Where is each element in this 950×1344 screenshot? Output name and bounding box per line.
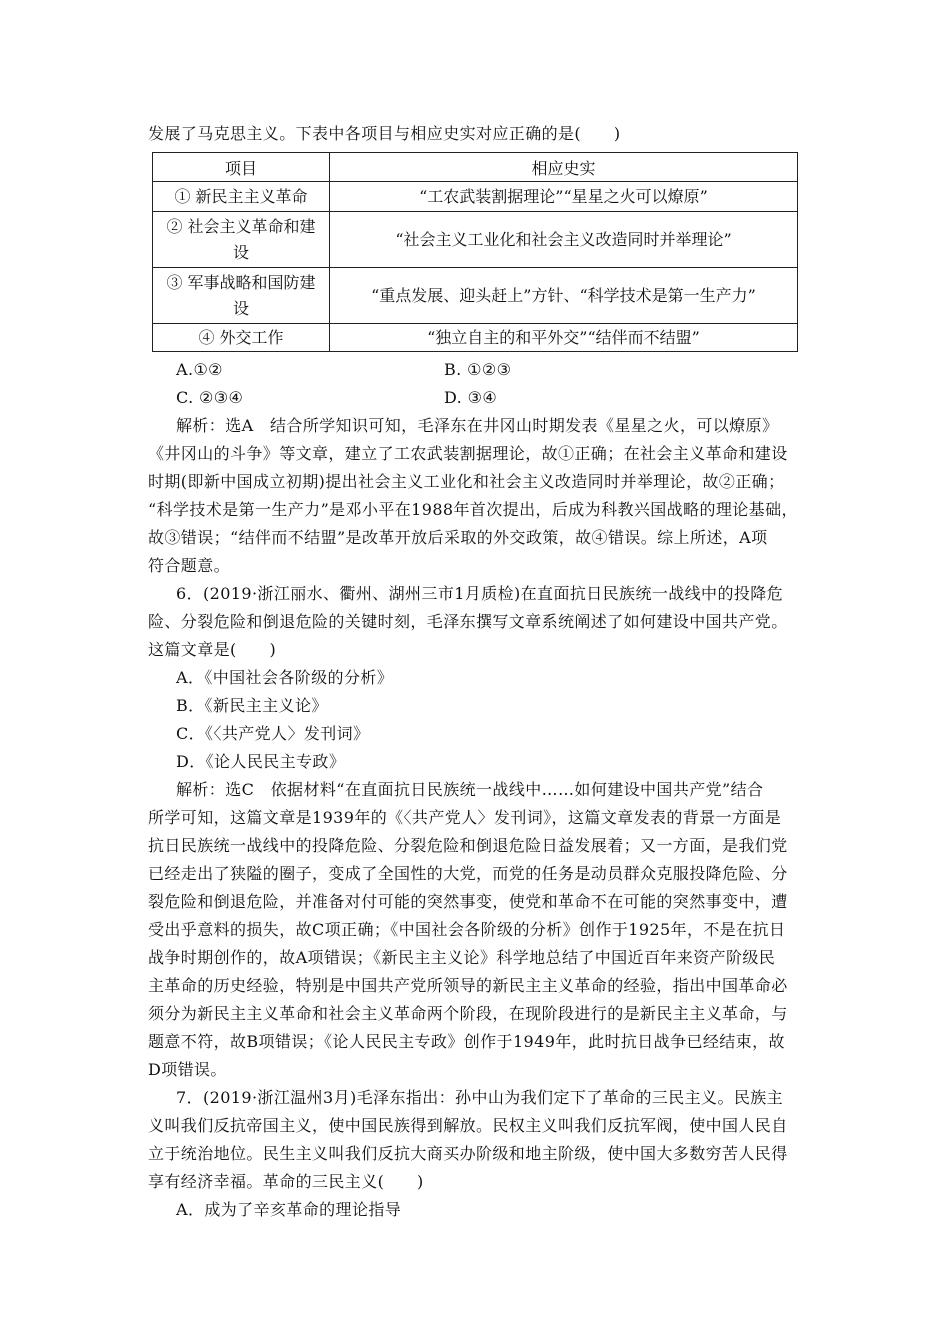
- q6-analysis-line: 裂危险和倒退危险，并准备对付可能的突然事变，使党和革命不在可能的突然事变中，遭: [148, 892, 788, 911]
- history-table: [152, 152, 798, 352]
- q6-analysis-line: 战争时期创作的，故A项错误；《新民主主义论》科学地总结了中国近百年来资产阶级民: [148, 948, 776, 967]
- q7-stem-line: 享有经济幸福。革命的三民主义( ): [148, 1172, 424, 1191]
- table-cell-item: ④ 外交工作: [153, 324, 330, 352]
- q6-analysis-line: 解析：选C 依据材料“在直面抗日民族统一战线中……如何建设中国共产党”结合: [176, 780, 764, 799]
- table-row: [153, 268, 798, 324]
- q6-option-d: D．《论人民民主专政》: [176, 752, 346, 771]
- q6-stem-line: 险、分裂危险和倒退危险的关键时刻，毛泽东撰写文章系统阐述了如何建设中国共产党。: [148, 612, 788, 631]
- table-row: [153, 182, 798, 212]
- q6-analysis-line: 所学可知，这篇文章是1939年的《〈共产党人〉发刊词》，这篇文章发表的背景一方面是: [148, 808, 782, 827]
- q6-analysis-line: D项错误。: [148, 1060, 227, 1079]
- table-cell-fact: “重点发展、迎头赶上”方针、“科学技术是第一生产力”: [330, 268, 798, 324]
- q7-option-a: A．成为了辛亥革命的理论指导: [176, 1200, 402, 1219]
- q6-option-c: C．《〈共产党人〉发刊词》: [176, 724, 370, 743]
- q5-option-d: D. ③④: [444, 388, 498, 407]
- table-cell-item: ① 新民主主义革命: [153, 182, 330, 212]
- q6-analysis-line: 题意不符，故B项错误；《论人民民主专政》创作于1949年，此时抗日战争已经结束，故: [148, 1032, 785, 1051]
- q7-stem-line: 立于统治地位。民生主义叫我们反抗大商买办阶级和地主阶级，使中国大多数穷苦人民得: [148, 1144, 788, 1163]
- q6-option-b: B．《新民主主义论》: [176, 696, 328, 715]
- q5-analysis-line: 解析：选A 结合所学知识可知，毛泽东在井冈山时期发表《星星之火，可以燎原》: [176, 416, 779, 435]
- table-cell-item: ③ 军事战略和国防建设: [153, 268, 330, 324]
- q5-option-a: A.①②: [176, 360, 223, 379]
- q5-analysis-line: 《井冈山的斗争》等文章，建立了工农武装割据理论，故①正确；在社会主义革命和建设: [148, 444, 788, 463]
- q6-analysis-line: 抗日民族统一战线中的投降危险、分裂危险和倒退危险日益发展着；又一方面，是我们党: [148, 836, 788, 855]
- q5-analysis-line: 符合题意。: [148, 556, 231, 575]
- q7-stem-line: 义叫我们反抗帝国主义，使中国民族得到解放。民权主义叫我们反抗军阀，使中国人民自: [148, 1116, 788, 1135]
- q6-stem-line: 6．(2019·浙江丽水、衢州、湖州三市1月质检)在直面抗日民族统一战线中的投降危: [176, 584, 784, 603]
- q5-analysis-line: 时期(即新中国成立初期)提出社会主义工业化和社会主义改造同时并举理论，故②正确；: [148, 472, 785, 491]
- q7-stem-line: 7．(2019·浙江温州3月)毛泽东指出：孙中山为我们定下了革命的三民主义。民族主: [176, 1088, 784, 1107]
- table-cell-fact: “社会主义工业化和社会主义改造同时并举理论”: [330, 212, 798, 268]
- q6-stem-line: 这篇文章是( ): [148, 640, 277, 659]
- q5-analysis-line: “科学技术是第一生产力”是邓小平在1988年首次提出，后成为科教兴国战略的理论基础，: [148, 500, 798, 519]
- q5-option-c: C. ②③④: [176, 388, 244, 407]
- table-header-fact: 相应史实: [330, 153, 798, 182]
- question-intro: 发展了马克思主义。下表中各项目与相应史实对应正确的是( ): [148, 124, 621, 143]
- table-cell-fact: “独立自主的和平外交”“结伴而不结盟”: [330, 324, 798, 352]
- q6-analysis-line: 须分为新民主主义革命和社会主义革命两个阶段，在现阶段进行的是新民主主义革命，与: [148, 1004, 788, 1023]
- table-cell-fact: “工农武装割据理论”“星星之火可以燎原”: [330, 182, 798, 212]
- table-row: [153, 324, 798, 352]
- q6-analysis-line: 主革命的历史经验，特别是中国共产党所领导的新民主主义革命的经验，指出中国革命必: [148, 976, 788, 995]
- q5-option-b: B. ①②③: [444, 360, 512, 379]
- table-cell-item: ② 社会主义革命和建设: [153, 212, 330, 268]
- q6-analysis-line: 受出乎意料的损失，故C项正确；《中国社会各阶级的分析》创作于1925年，不是在抗日: [148, 920, 786, 939]
- q5-analysis-line: 故③错误；“结伴而不结盟”是改革开放后采取的外交政策，故④错误。综上所述，A项: [148, 528, 768, 547]
- q6-option-a: A．《中国社会各阶级的分析》: [176, 668, 394, 687]
- table-header-item: 项目: [153, 153, 330, 182]
- table-row: [153, 212, 798, 268]
- q6-analysis-line: 已经走出了狭隘的圈子，变成了全国性的大党，而党的任务是动员群众克服投降危险、分: [148, 864, 788, 883]
